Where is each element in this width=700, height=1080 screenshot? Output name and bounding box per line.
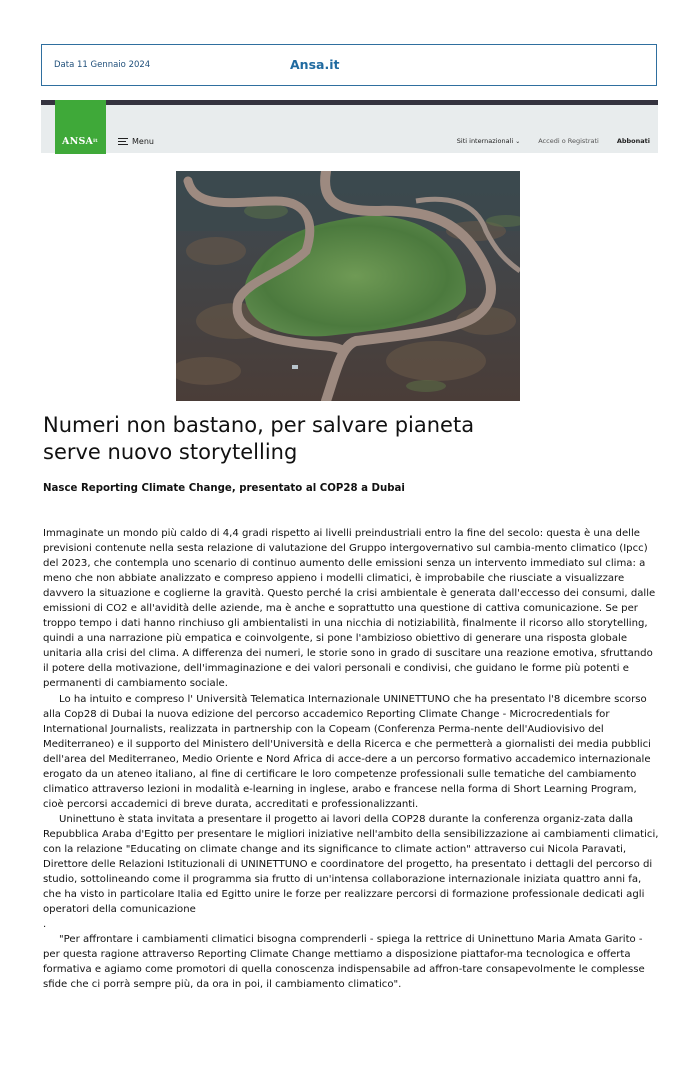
- clipping-header: [41, 44, 657, 86]
- menu-label: Menu: [132, 137, 154, 146]
- publication-source: Ansa.it: [290, 57, 340, 72]
- menu-button[interactable]: [118, 137, 154, 146]
- paragraph-3: Uninettuno è stata invitata a presentare il progetto ai lavori della COP28 durante la conferenza organiz-zata dalla Repubblica Araba d'Egitto per presentare le migliori iniziative nell'ambito della sensibilizzazione ai cambiamenti climatici, con la relazione "Educating on climate change and its significance to climate action" attraverso cui Nicola Paravati, Direttore delle Relazioni Istituzionali di UNINETTUNO e coordinatore del progetto, ha presentato i dettagli del percorso di studio, sottolineando come il programma sia frutto di un'intensa collaborazione internazionale iniziata quattro anni fa, che ha visto in particolare Italia ed Egitto unire le forze per realizzare percorsi di formazione professionale dedicati agli operatori della comunicazione: [43, 813, 659, 916]
- ansa-logo[interactable]: [55, 100, 106, 154]
- paragraph-3-trailing-dot: .: [43, 919, 47, 931]
- article-body: [43, 526, 659, 992]
- hero-image-river-aerial: [176, 171, 520, 401]
- chevron-down-icon: ⌄: [515, 138, 521, 145]
- paragraph-1: Immaginate un mondo più caldo di 4,4 gradi rispetto ai livelli preindustriali entro la fine del secolo: questa è una delle previsioni contenute nella sesta relazione di valutazione del Gruppo intergovernativo sul cambia-mento climatico (Ipcc) del 2023, che contempla uno scenario di continuo aumento delle emissioni senza un intervento immediato sul clima: a meno che non abbiate analizzato e compreso appieno i modelli climatici, è improbabile che riusciate a visualizzare davvero la situazione e coglierne la gravità. Questo perché la crisi ambientale è generata dall'eccesso dei consumi, dalle emissioni di CO2 e all'avidità delle aziende, ma è anche e soprattutto una questione di cattiva comunicazione. Se per troppo tempo i dati hanno rinchiuso gli ambientalisti in una nicchia di notiziabilità, finalmente il ricorso allo storytelling, quindi a una narrazione più empatica e coinvolgente, si pone l'ambizioso obiettivo di generare una risposta globale unitaria alla crisi del clima. A differenza dei numeri, le storie sono in grado di suscitare una reazione emotiva, sfruttando il potere della motivazione, dell'immaginazione e dei valori personali e condivisi, che guidano le forme più potenti e permanenti di cambiamento sociale.: [43, 528, 656, 690]
- logo-text: $ANSA^{it}$: [62, 136, 98, 147]
- article-subtitle: Nasce Reporting Climate Change, presentato al COP28 a Dubai: [43, 483, 405, 494]
- publication-date: Data 11 Gennaio 2024: [54, 60, 151, 70]
- paragraph-4-quote: "Per affrontare i cambiamenti climatici bisogna comprenderli - spiega la rettrice di Uninettuno Maria Amata Garito - per questa ragione attraverso Reporting Climate Change mettiamo a disposizione piattafor-ma tecnologica e offerta formativa e agiamo come promotori di quella conoscenza indispensabile ad affron-tare consapevolmente le complesse sfide che ci porrà sempre più, da ora in poi, il cambiamento climatico".: [43, 934, 645, 991]
- hamburger-icon: [118, 138, 128, 145]
- international-sites-link[interactable]: Siti internazionali ⌄: [456, 137, 521, 145]
- paragraph-2: Lo ha intuito e compreso l' Università Telematica Internazionale UNINETTUNO che ha presentato l'8 dicembre scorso alla Cop28 di Dubai la nuova edizione del percorso accademico Reporting Climate Change - Microcredentials for International Journalists, realizzata in partnership con la Copeam (Conferenza Perma-nente dell'Audiovisivo del Mediterraneo) e il supporto del Ministero dell'Università e della Ricerca e che permetterà a giornalisti dei media pubblici dell'area del Mediterraneo, Medio Oriente e Nord Africa di acce-dere a un percorso formativo accademico internazionale erogato da un ateneo italiano, al fine di certificare le loro competenze professionali sulle tematiche del cambiamento climatico attraverso lezioni in modalità e-learning in inglese, arabo e francese nella forma di Short Learning Program, cioè percorsi accademici di breve durata, accreditati e professionalizzanti.: [43, 693, 651, 810]
- login-register-link[interactable]: Accedi o Registrati: [538, 137, 599, 145]
- site-navbar: [41, 100, 658, 153]
- subscribe-link[interactable]: Abbonati: [616, 137, 650, 145]
- article-title: [43, 412, 603, 466]
- nav-links: [457, 137, 650, 145]
- title-line-2: serve nuovo storytelling: [43, 440, 298, 464]
- title-line-1: Numeri non bastano, per salvare pianeta: [43, 413, 475, 437]
- river-landscape-illustration: [176, 171, 520, 401]
